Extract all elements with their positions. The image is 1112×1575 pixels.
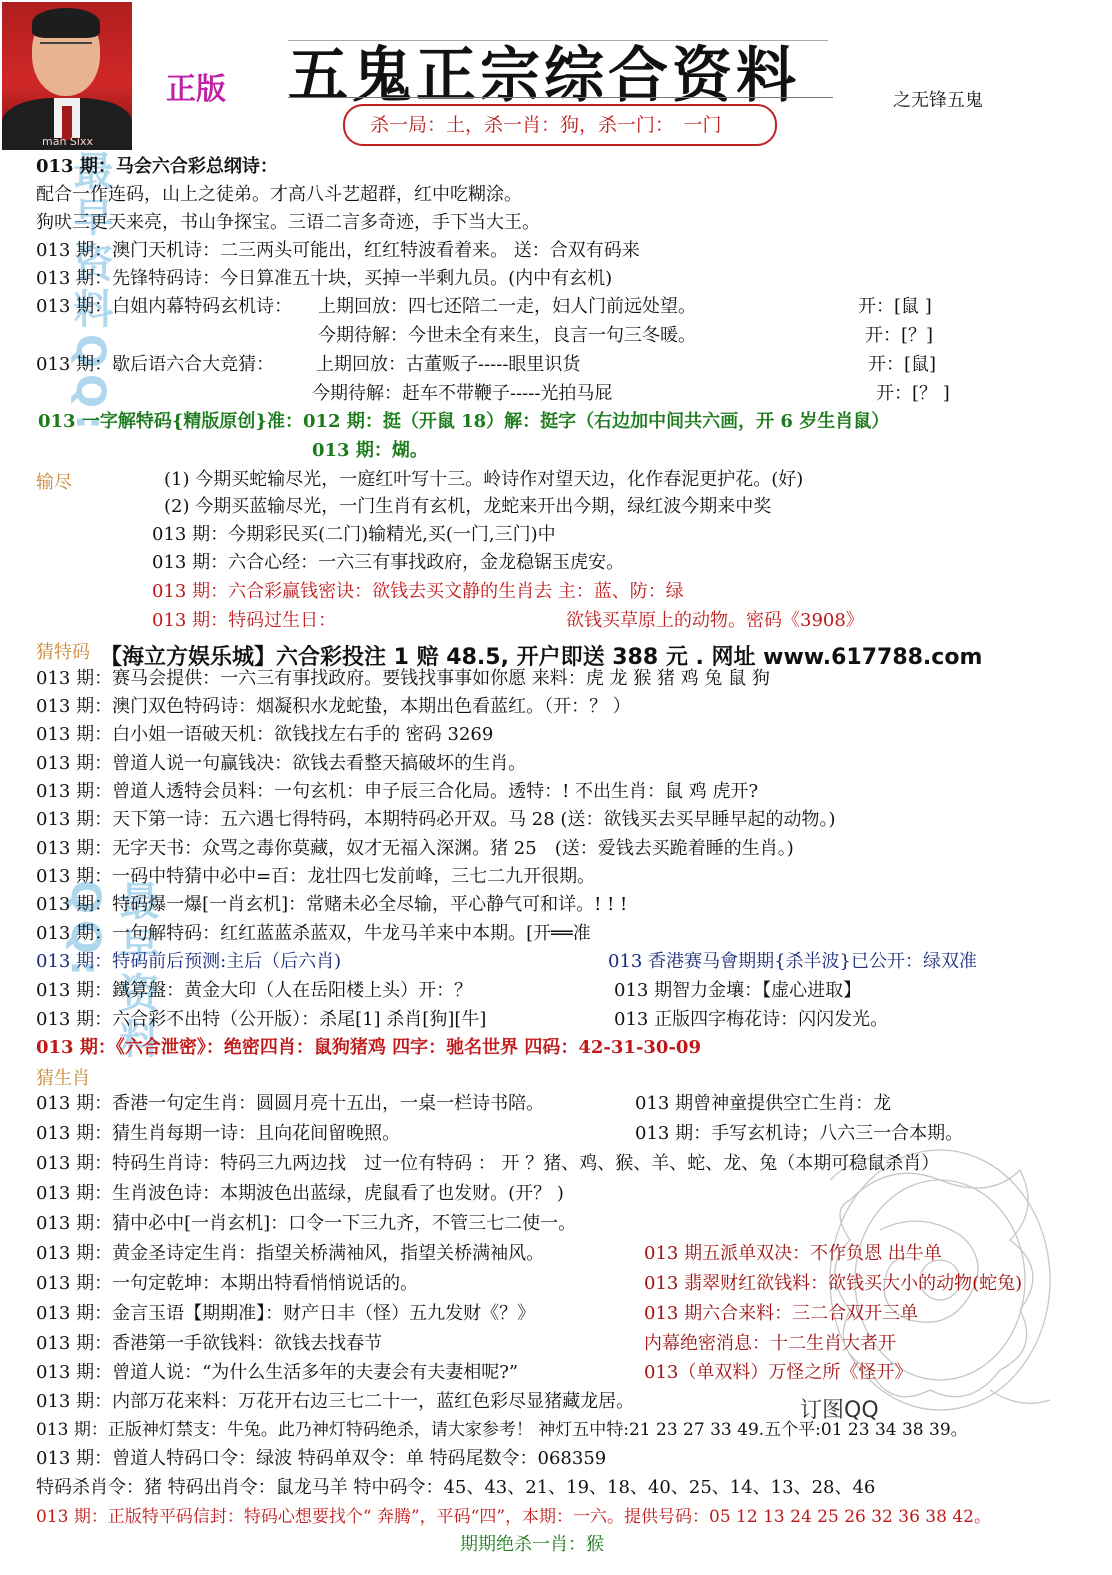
watermark-upper: 最早资料QQ: xyxy=(67,150,113,437)
line-2: 配合一作连码，山上之徒弟。才高八斗艺超群，红中吃糊涂。 xyxy=(36,184,522,205)
line-39b: 013 翡翠财红欲钱料：欲钱买大小的动物(蛇兔) xyxy=(644,1273,1023,1294)
line-21: 013 期：白小姐一语破天机：欲钱找左右手的 密码 3269 xyxy=(36,724,494,745)
author-label: 之无锋五鬼 xyxy=(893,90,983,111)
label-cai-te-ma: 猜特码 xyxy=(36,642,90,663)
line-47: 013 期：正版特平码信封：特码心想要找个“ 奔腾”，平码“四”，本期：一六。提供号码：05 12 13 24 25 26 32 36 38 42。 xyxy=(36,1507,991,1527)
line-6b: 上期回放：四七还陪二一走，妇人门前远处望。 xyxy=(318,296,696,317)
label-cai-sheng-xiao: 猜生肖 xyxy=(36,1068,90,1089)
photo-caption: man Sixx xyxy=(42,135,93,148)
line-16: 013 期：六合彩赢钱密诀：欲钱去买文静的生肖去 主：蓝、防：绿 xyxy=(152,581,684,602)
line-29a: 013 期：特码前后预测:主后（后六肖) xyxy=(36,951,342,972)
line-46: 特码杀肖令：猪 特码出肖令：鼠龙马羊 特中码令：45、43、21、19、18、40、25、14、13、28、46 xyxy=(36,1477,876,1498)
line-41a: 013 期：香港第一手欲钱料：欲钱去找春节 xyxy=(36,1333,383,1354)
line-33b: 013 期曾神童提供空亡生肖：龙 xyxy=(635,1093,892,1114)
line-42b: 013（单双料）万怪之所《怪开》 xyxy=(644,1362,913,1383)
line-7b: 今期待解：今世未全有来生，良言一句三冬暖。 xyxy=(318,325,696,346)
line-17a: 013 期：特码过生日： xyxy=(152,610,337,631)
label-shujin: 输尽 xyxy=(36,472,72,493)
line-8b: 上期回放：古董贩子-----眼里识货 xyxy=(316,354,581,375)
line-14: 013 期：今期彩民买(二门)输精光,买(一门,三门)中 xyxy=(152,524,556,545)
line-4: 013 期：澳门天机诗：二三两头可能出，红红特波看着来。 送：合双有码来 xyxy=(36,240,640,261)
line-9c: 开：[？ ] xyxy=(876,383,950,404)
line-20: 013 期：澳门双色特码诗：烟凝积水龙蛇蛰，本期出色看蓝红。（开：？ ） xyxy=(36,696,631,717)
line-42a: 013 期：曾道人说：“为什么生活多年的夫妻会有夫妻相呢?” xyxy=(36,1362,519,1383)
photo-glasses xyxy=(40,42,92,54)
line-40b: 013 期六合来料：三二合双开三单 xyxy=(644,1303,919,1324)
line-43: 013 期：内部万花来料：万花开右边三七二十一，蓝红色彩尽显猪藏龙居。 xyxy=(36,1391,635,1412)
line-37: 013 期：猜中必中[一肖玄机]：口令一下三九齐，不管三七二使一。 xyxy=(36,1213,577,1234)
portrait-photo xyxy=(2,2,132,150)
line-11: 013 期：煳。 xyxy=(312,440,428,461)
line-1: 013 期：马会六合彩总纲诗： xyxy=(36,156,278,177)
photo-hair xyxy=(32,8,100,38)
line-12: (1) 今期买蛇输尽光，一庭红叶写十三。岭诗作对望天边，化作春泥更护花。(好) xyxy=(164,469,804,490)
line-41b: 内幕绝密消息：十二生肖大者开 xyxy=(644,1333,896,1354)
line-30b: 013 期智力金壤：【虚心进取】 xyxy=(614,980,862,1001)
line-36: 013 期：生肖波色诗：本期波色出蓝绿，虎鼠看了也发财。(开？ ) xyxy=(36,1183,564,1204)
line-35: 013 期：特码生肖诗：特码三九两边找 过一位有特码 ： 开 ？猪、鸡、猴、羊、蛇、龙、兔（本期可稳鼠杀肖） xyxy=(36,1153,940,1174)
line-33a: 013 期：香港一句定生肖：圆圆月亮十五出，一桌一栏诗书陪。 xyxy=(36,1093,545,1114)
line-44: 013 期：正版神灯禁支：牛兔。此乃神灯特码绝杀，请大家参考！ 神灯五中特:21 23 27 33 49.五个平:01 23 34 38 39。 xyxy=(36,1420,968,1440)
line-5: 013 期：先锋特码诗：今日算准五十块，买掉一半剩九员。(内中有玄机) xyxy=(36,268,613,289)
line-9b: 今期待解：赶车不带鞭子-----光拍马屁 xyxy=(312,383,613,404)
ad-banner: 【海立方娱乐城】六合彩投注 1 赔 48.5, 开户即送 388 元 . 网址 www.617788.com xyxy=(100,645,983,670)
line-34a: 013 期：猜生肖每期一诗：且向花间留晚照。 xyxy=(36,1123,401,1144)
line-39a: 013 期：一句定乾坤：本期出特看悄悄说话的。 xyxy=(36,1273,419,1294)
line-22: 013 期：曾道人说一句赢钱决：欲钱去看整天搞破坏的生肖。 xyxy=(36,753,527,774)
line-13: (2) 今期买蓝输尽光，一门生肖有玄机，龙蛇来开出今期，绿红波今期来中奖 xyxy=(164,496,772,517)
line-31b: 013 正版四字梅花诗：闪闪发光。 xyxy=(614,1009,889,1030)
line-34b: 013 期：手写玄机诗；八六三一合本期。 xyxy=(635,1123,964,1144)
line-10: 013 一字解特码{精版原创}准：012 期：挺（开鼠 18）解：挺字（右边加中间共六画，开 6 岁生肖鼠） xyxy=(38,411,890,432)
edition-label: 正版 xyxy=(166,72,226,107)
line-25: 013 期：无字天书：众骂之毒你莫藏，奴才无福入深渊。猪 25 (送：爱钱去买跪着睡的生肖。) xyxy=(36,838,794,859)
line-6a: 013 期：白姐内幕特码玄机诗： xyxy=(36,296,293,317)
line-24: 013 期：天下第一诗：五六遇七得特码，本期特码必开双。马 28 (送：欲钱买去买早睡早起的动物。) xyxy=(36,809,836,830)
line-30a: 013 期：鐵算盤：黄金大印（人在岳阳楼上头）开：？ xyxy=(36,980,473,1001)
line-23: 013 期：曾道人透特会员料：一句玄机：申子辰三合化局。透特：! 不出生肖：鼠 鸡 虎开? xyxy=(36,781,759,802)
dingtu-label: 订图QQ xyxy=(800,1398,879,1423)
line-31a: 013 期：六合彩不出特（公开版）：杀尾[1] 杀肖[狗][牛] xyxy=(36,1009,487,1030)
line-45: 013 期：曾道人特码口令：绿波 特码单双令：单 特码尾数令：068359 xyxy=(36,1448,607,1469)
line-28: 013 期：一句解特码：红红蓝蓝杀蓝双，牛龙马羊来中本期。[开══准 xyxy=(36,923,591,944)
line-7c: 开：[？] xyxy=(865,325,934,346)
line-6c: 开：[鼠 ] xyxy=(858,296,932,317)
line-8c: 开：[鼠] xyxy=(868,354,937,375)
line-40a: 013 期：金言玉语【期期准】：财产日丰（怪）五九发财《？》 xyxy=(36,1303,536,1324)
watermark-lower: 最早资料QQ: xyxy=(62,880,159,1064)
line-38b: 013 期五派单双决：不作负恩 出牛单 xyxy=(644,1243,942,1264)
line-17b: 欲钱买草原上的动物。密码《3908》 xyxy=(566,610,864,631)
line-19: 013 期：赛马会提供：一六三有事找政府。要钱找事事如你愿 来料：虎 龙 猴 猪 鸡 兔 鼠 狗 xyxy=(36,668,770,689)
line-32: 013 期：《六合泄密》：绝密四肖：鼠狗猪鸡 四字：驰名世界 四码：42-31-30-09 xyxy=(36,1037,701,1058)
kill-line: 杀一局：土，杀一肖：狗，杀一门： 一门 xyxy=(370,114,722,136)
page-title: 五鬼正宗综合资料 xyxy=(288,41,800,111)
line-3: 狗吠三更天来亮，书山争探宝。三语二言多奇迹，手下当大王。 xyxy=(36,212,540,233)
line-48: 期期绝杀一肖：猴 xyxy=(460,1534,604,1555)
title-rule-bottom xyxy=(288,97,833,98)
line-26: 013 期：一码中特猜中必中=百：龙壮四七发前峰，三七二九开很期。 xyxy=(36,866,596,887)
line-27: 013 期：特码爆一爆[一肖玄机]：常赌未必全尽输，平心静气可和详。! ! ! xyxy=(36,894,628,915)
line-8a: 013 期：歇后语六合大竞猜： xyxy=(36,354,275,375)
line-29b: 013 香港赛马會期期{杀半波}已公开：绿双准 xyxy=(608,951,977,972)
line-15: 013 期：六合心经：一六三有事找政府，金龙稳锯玉虎安。 xyxy=(152,552,625,573)
line-38a: 013 期：黄金圣诗定生肖：指望关桥满袖风，指望关桥满袖风。 xyxy=(36,1243,545,1264)
